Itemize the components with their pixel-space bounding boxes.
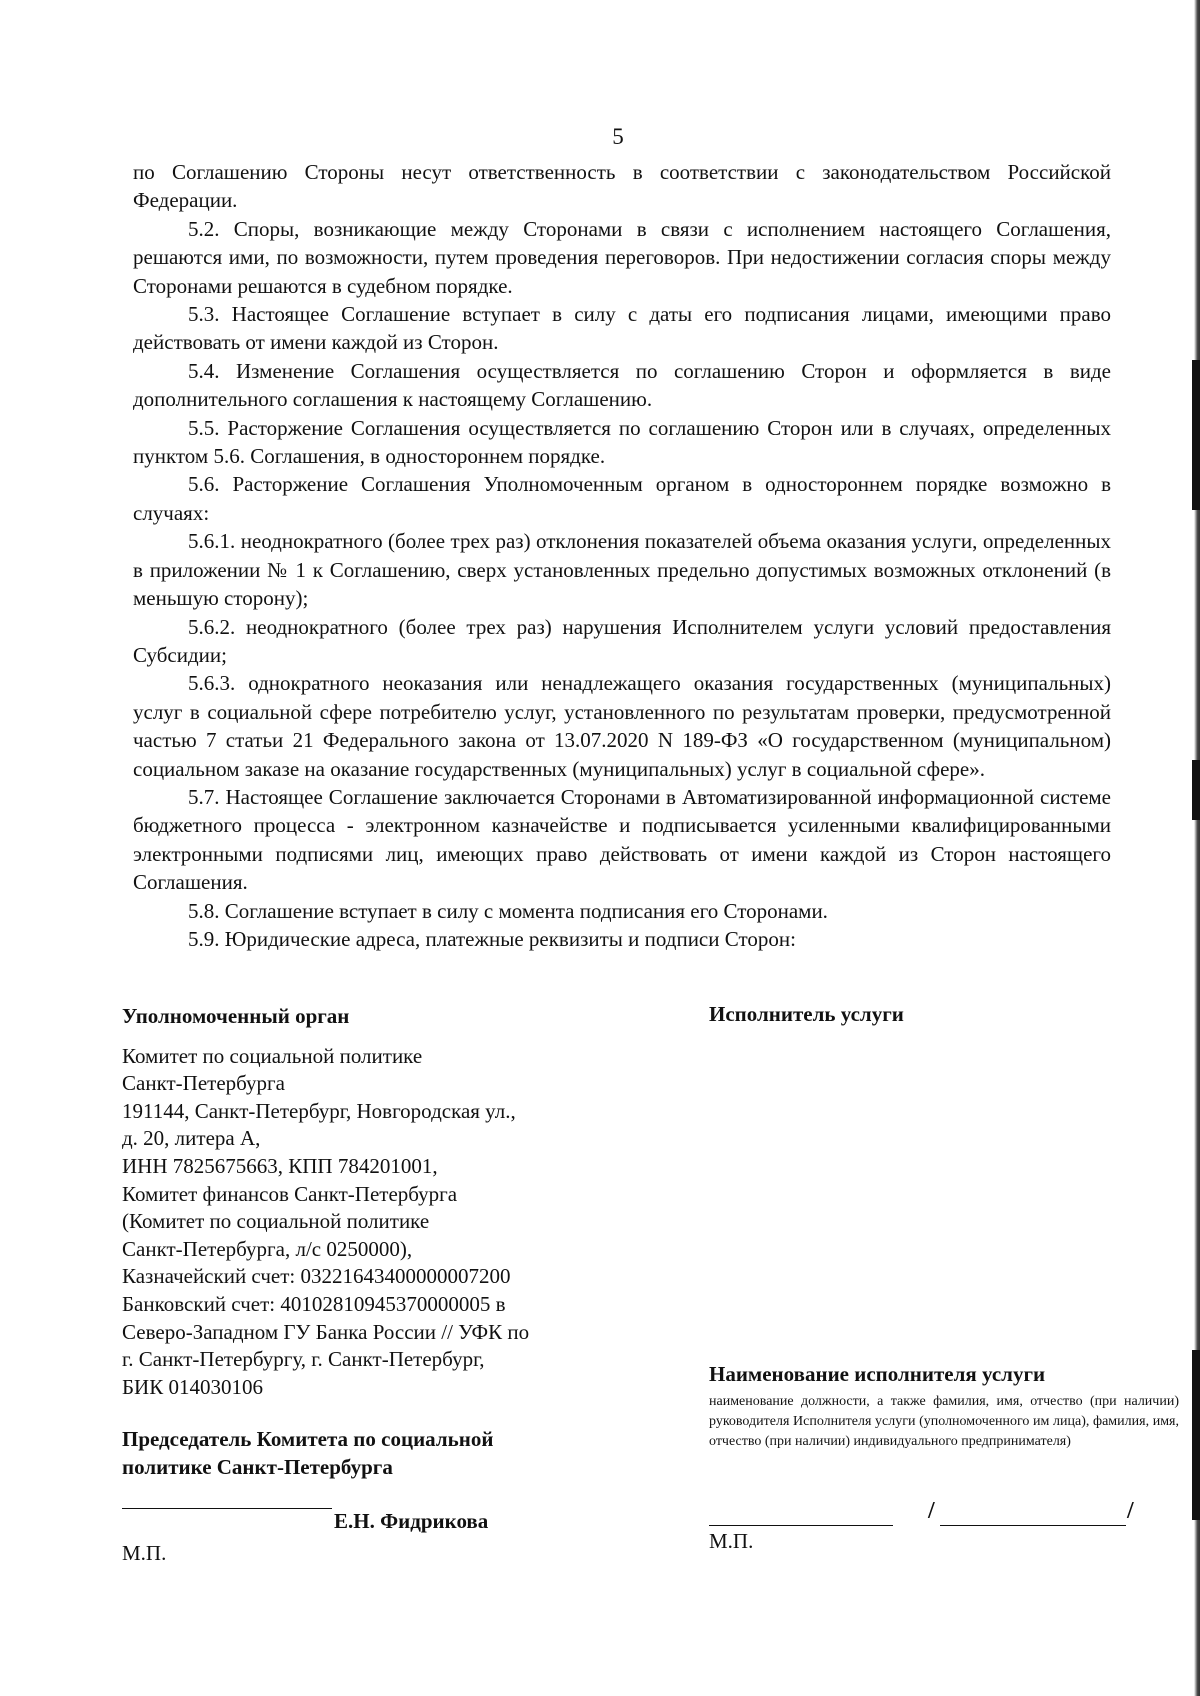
slash-mark: / (1127, 1498, 1134, 1524)
executor-seal-mark: М.П. (709, 1529, 754, 1553)
executor-name-line (940, 1525, 1126, 1526)
authority-line: Комитет финансов Санкт-Петербурга (122, 1181, 458, 1206)
clause-5-1-tail: по Соглашению Стороны несут ответственность в соответствии с законодательством Российской Федерации. (133, 160, 1111, 213)
clause-5-6-3: 5.6.3. однократного неоказания или ненадлежащего оказания государственных (муниципальных) услуг в социальной сфере потребителю услуг, установленного по результатам проверки, предусмотренной частью 7 статьи 21 Федерального закона от 13.07.2020 N 189-ФЗ «О государственном (муниципальном) социальном заказе на оказание государственных (муниципальных) услуг в социальной сфере». (133, 671, 1111, 781)
authority-seal-mark: М.П. (122, 1541, 167, 1565)
clause-5-5: 5.5. Расторжение Соглашения осуществляется по соглашению Сторон или в случаях, определенных пунктом 5.6. Соглашения, в одностороннем порядке. (133, 415, 1111, 469)
authority-line: Комитет по социальной политике (122, 1043, 423, 1068)
clause-5-9: 5.9. Юридические адреса, платежные реквизиты и подписи Сторон: (188, 926, 796, 951)
scan-edge-mark (1192, 1350, 1200, 1520)
executor-heading: Исполнитель услуги (709, 1002, 904, 1026)
clause-5-2: 5.2. Споры, возникающие между Сторонами в связи с исполнением настоящего Соглашения, решаются ими, по возможности, путем проведения переговоров. При недостижении согласия споры между Сторонами решаются в судебном порядке. (133, 216, 1111, 298)
executor-signature-line (709, 1525, 893, 1526)
scan-edge-mark (1192, 760, 1200, 820)
clause-5-4: 5.4. Изменение Соглашения осуществляется по соглашению Сторон и оформляется в виде дополнительного соглашения к настоящему Соглашению. (133, 358, 1111, 412)
chair-title-line: политике Санкт-Петербурга (122, 1455, 393, 1479)
executor-block (709, 1001, 1199, 1029)
authority-signer-name: Е.Н. Фидрикова (334, 1509, 489, 1533)
authority-signature-line (122, 1508, 332, 1509)
clause-5-3: 5.3. Настоящее Соглашение вступает в силу с даты его подписания лицами, имеющими право действовать от имени каждой из Сторон. (133, 302, 1111, 355)
authority-bank-account: Банковский счет: 40102810945370000005 в (122, 1291, 506, 1316)
clause-5-6-2: 5.6.2. неоднократного (более трех раз) нарушения Исполнителем услуги условий предоставления Субсидии; (133, 614, 1111, 667)
authority-address: 191144, Санкт-Петербург, Новгородская ул., (122, 1098, 516, 1123)
executor-name-title: Наименование исполнителя услуги (709, 1362, 1046, 1386)
authority-inn-kpp: ИНН 7825675663, КПП 784201001, (122, 1153, 438, 1178)
clause-5-6: 5.6. Расторжение Соглашения Уполномоченным органом в одностороннем порядке возможно в случаях: (133, 472, 1111, 525)
authority-line: Санкт-Петербурга, л/с 0250000), (122, 1236, 413, 1261)
authority-line: г. Санкт-Петербургу, г. Санкт-Петербург, (122, 1347, 485, 1372)
authority-line: (Комитет по социальной политике (122, 1209, 430, 1234)
authority-bik: БИК 014030106 (122, 1374, 263, 1399)
chair-title (122, 1425, 642, 1481)
chair-title-line: Председатель Комитета по социальной (122, 1427, 494, 1451)
clause-5-6-1: 5.6.1. неоднократного (более трех раз) отклонения показателей объема оказания услуги, определенных в приложении № 1 к Соглашению, сверх установленных предельно допустимых возможных отклонений (в меньшую сторону); (133, 529, 1111, 611)
authority-heading: Уполномоченный орган (122, 1004, 350, 1028)
authority-line: Санкт-Петербурга (122, 1071, 285, 1096)
authority-line: Северо-Западном ГУ Банка России // УФК по (122, 1319, 530, 1344)
clause-5-7: 5.7. Настоящее Соглашение заключается Сторонами в Автоматизированной информационной системе бюджетного процесса - электронном казначействе и подписывается усиленными квалифицированными электронными подписями лиц, имеющих право действовать от имени каждой из Сторон настоящего Соглашения. (133, 784, 1111, 895)
authority-address: д. 20, литера А, (122, 1126, 261, 1151)
clause-5-8: 5.8. Соглашение вступает в силу с момента подписания его Сторонами. (188, 898, 828, 923)
authority-treasury-account: Казначейский счет: 03221643400000007200 (122, 1264, 511, 1289)
scan-edge-mark (1192, 360, 1200, 510)
slash-mark: / (928, 1498, 935, 1524)
agreement-body (133, 158, 1111, 953)
authority-block (122, 1003, 622, 1401)
executor-name-note: наименование должности, а также фамилия, имя, отчество (при наличии) руководителя Исполнителя услуги (уполномоченного им лица), фамилия, имя, отчество (при наличии) индивидуального предпринимателя) (709, 1394, 1179, 1449)
page-number: 5 (612, 124, 624, 149)
